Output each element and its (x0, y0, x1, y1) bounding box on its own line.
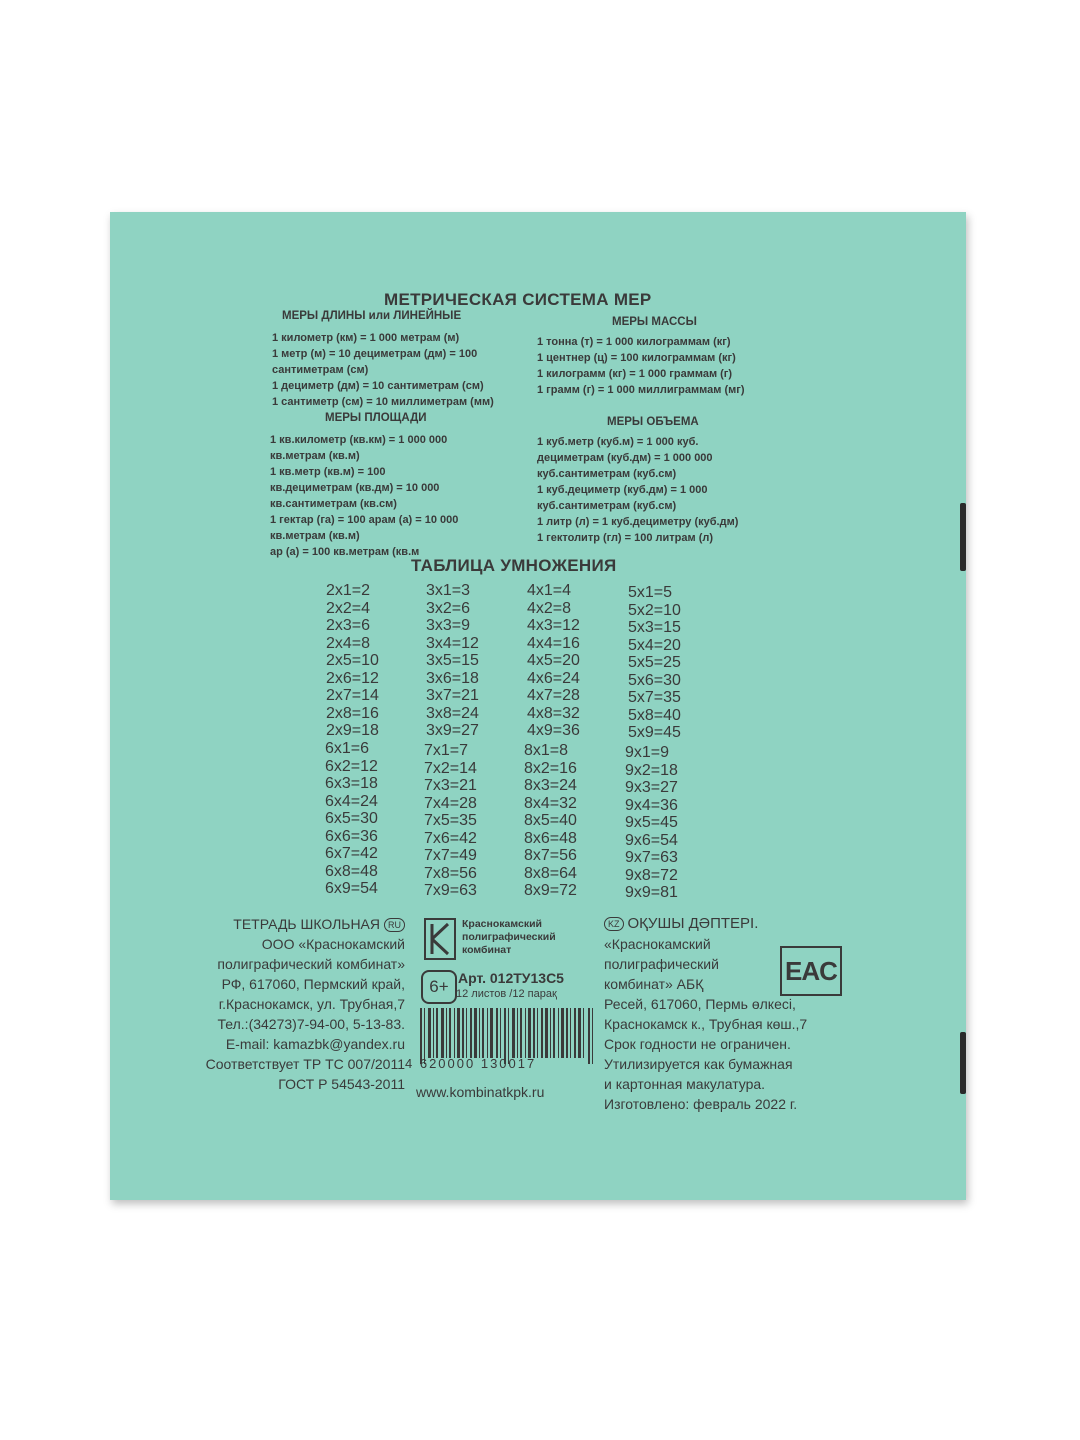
volume-lines: 1 куб.метр (куб.м) = 1 000 куб. дециметрам (куб.дм) = 1 000 000 куб.сантиметрам (куб.см) 1 куб.дециметр (куб.дм) = 1 000 куб.сантиметрам (куб.см) 1 литр (л) = 1 куб.дециметру (куб.дм) 1 гектолитр (гл) = 100 литрам (л) (537, 436, 739, 544)
volume-heading: МЕРЫ ОБЪЕМА (607, 416, 699, 428)
mult-column-2: 2x1=2 2x2=4 2x3=6 2x4=8 2x5=10 2x6=12 2x7=14 2x8=16 2x9=18 (326, 582, 379, 739)
ru-language-badge: RU (384, 918, 405, 932)
company-logo: Краснокамский полиграфический комбинат (424, 918, 592, 960)
kz-language-badge: KZ (604, 917, 624, 931)
area-heading: МЕРЫ ПЛОЩАДИ (325, 412, 427, 424)
website-link: www.kombinatkpk.ru (416, 1084, 545, 1100)
mult-column-3: 3x1=3 3x2=6 3x3=9 3x4=12 3x5=15 3x6=18 3x7=21 3x8=24 3x9=27 (426, 582, 479, 739)
article-number: Арт. 012ТУ13С5 (458, 970, 564, 986)
kz-info-block: KZ ОҚУШЫ ДӘПТЕРІ. «Краснокамский полиграфический комбинат» АБҚ Ресей, 617060, Пермь өлкесі, Краснокамск к., Трубная көш.,7 Срок годности не ограничен. Утилизируется как бумажная и картонная макулатура. Изготовлено: февраль 2022 г. (604, 915, 808, 1112)
company-logo-icon (424, 918, 456, 960)
barcode-number: 4 620000 130017 (405, 1056, 537, 1071)
sheet-count: 12 листов /12 парақ (456, 988, 557, 1000)
eac-certification-mark: EAC (780, 946, 842, 996)
mult-column-6: 6x1=6 6x2=12 6x3=18 6x4=24 6x5=30 6x6=36 6x7=42 6x8=48 6x9=54 (325, 740, 378, 897)
mult-column-9: 9x1=9 9x2=18 9x3=27 9x4=36 9x5=45 9x6=54 9x7=63 9x8=72 9x9=81 (625, 744, 678, 901)
mass-lines: 1 тонна (т) = 1 000 килограммам (кг) 1 центнер (ц) = 100 килограммам (кг) 1 килограмм (кг) = 1 000 граммам (г) 1 грамм (г) = 1 000 миллиграммам (мг) (537, 336, 745, 396)
mass-heading: МЕРЫ МАССЫ (612, 316, 697, 328)
ru-info-block: ТЕТРАДЬ ШКОЛЬНАЯ RU ООО «Краснокамский полиграфический комбинат» РФ, 617060, Пермский край, г.Краснокамск, ул. Трубная,7 Тел.:(34273)7-94-00, 5-13-83. E-mail: kamazbk@yandex.ru Соответствует ТР ТС 007/2011 ГОСТ Р 54543-2011 (205, 916, 405, 1092)
area-lines: 1 кв.километр (кв.км) = 1 000 000 кв.метрам (кв.м) 1 кв.метр (кв.м) = 100 кв.дециметрам (кв.дм) = 10 000 кв.сантиметрам (кв.см) 1 гектар (га) = 100 арам (а) = 10 000 кв.метрам (кв.м) ар (а) = 100 кв.метрам (кв.м (270, 434, 459, 558)
staple-top (960, 503, 966, 571)
metric-title: МЕТРИЧЕСКАЯ СИСТЕМА МЕР (384, 290, 652, 309)
length-lines: 1 километр (км) = 1 000 метрам (м) 1 метр (м) = 10 дециметрам (дм) = 100 сантиметрам (см) 1 дециметр (дм) = 10 сантиметрам (см) 1 сантиметр (см) = 10 миллиметрам (мм) (272, 332, 494, 408)
mult-column-8: 8x1=8 8x2=16 8x3=24 8x4=32 8x5=40 8x6=48 8x7=56 8x8=64 8x9=72 (524, 742, 577, 899)
mult-column-4: 4x1=4 4x2=8 4x3=12 4x4=16 4x5=20 4x6=24 4x7=28 4x8=32 4x9=36 (527, 582, 580, 739)
mult-column-7: 7x1=7 7x2=14 7x3=21 7x4=28 7x5=35 7x6=42 7x7=49 7x8=56 7x9=63 (424, 742, 477, 899)
staple-bottom (960, 1032, 966, 1094)
age-rating-badge: 6+ (421, 970, 457, 1004)
length-heading: МЕРЫ ДЛИНЫ или ЛИНЕЙНЫЕ (282, 310, 462, 322)
multiplication-title: ТАБЛИЦА УМНОЖЕНИЯ (411, 556, 617, 575)
mult-column-5: 5x1=5 5x2=10 5x3=15 5x4=20 5x5=25 5x6=30 5x7=35 5x8=40 5x9=45 (628, 584, 681, 741)
